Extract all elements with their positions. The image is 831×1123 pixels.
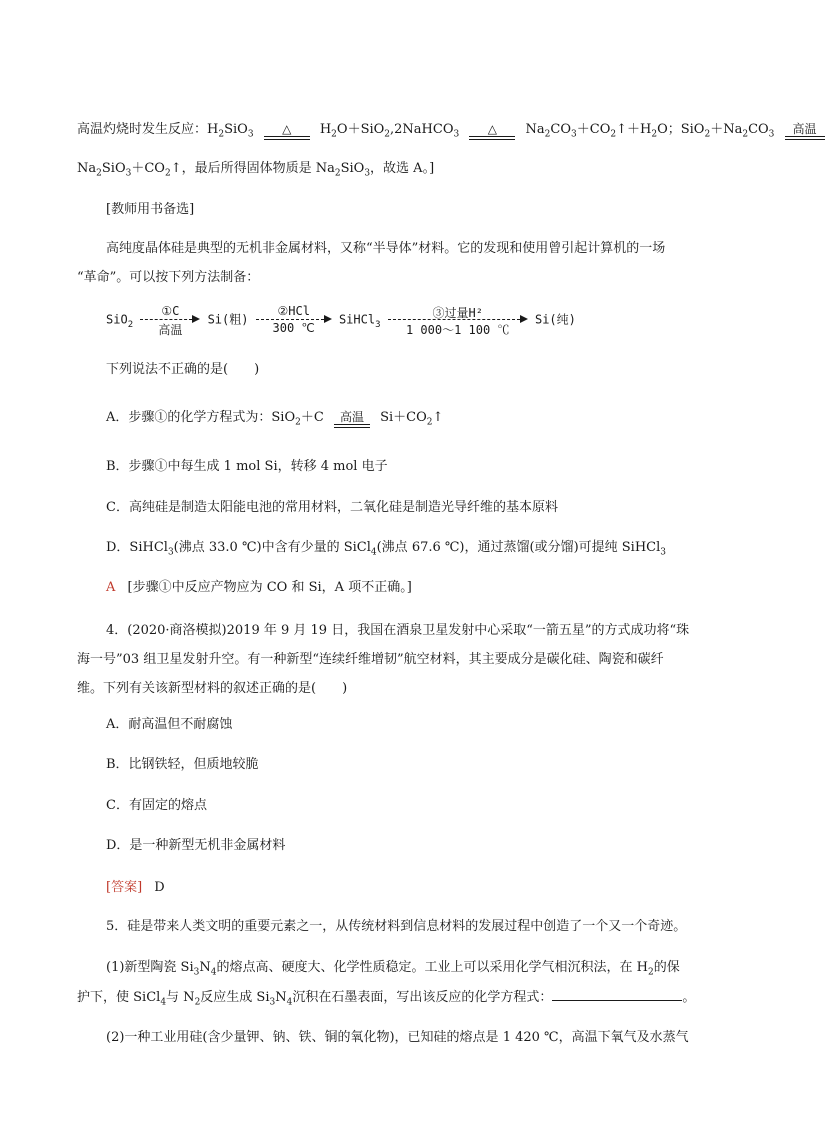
option-d: D．SiHCl$_3$(沸点 33.0 ℃)中含有少量的 SiCl$_4$(沸点 67.6 ℃)，通过蒸馏(或分馏)可提纯 SiHCl$_3$ [106,540,667,558]
q4-line-3: 维。下列有关该新型材料的叙述正确的是( ) [77,681,348,696]
q4-line-2: 海一号”03 组卫星发射升空。有一种新型“连续纤维增韧”航空材料，其主要成分是碳化硅、陶瓷和碳纤 [77,652,664,667]
option-b: B．步骤①中每生成 1 mol Si，转移 4 mol 电子 [106,459,388,474]
step1-arrow: ①C 高温 [140,304,200,336]
step2-arrow: ②HCl 300 ℃ [256,304,332,336]
intro-line-2: “革命”。可以按下列方法制备： [77,270,260,285]
high-temp-condition: 高温 [334,410,370,428]
answer-letter: A [106,580,116,595]
teacher-tag: [教师用书备选] [106,202,195,217]
answer-blank[interactable] [552,988,682,1001]
q5-part1-line2: 护下，使 SiCl$_4$与 $N_2$反应生成 $Si_3N_4$沉积在石墨表面，写出该反应的化学方程式： 。 [77,990,696,1008]
step3-arrow: ③过量H² 1 000～1 100 ℃ [388,304,528,336]
reaction-line-1: 高温灼烧时发生反应：$H_2SiO_3$ △ $H_2O+SiO_2,2NaHCO_3$ △ $Na_2CO_3+CO_2↑+H_2O$；$SiO_2+Na_2CO_3$ 高温 [77,118,831,140]
q4-option-a: A．耐高温但不耐腐蚀 [106,717,233,732]
intro-line-1: 高纯度晶体硅是典型的无机非金属材料，又称“半导体”材料。它的发现和使用曾引起计算机的一场 [106,241,666,256]
high-temp-condition: 高温 [785,122,825,140]
q4-line-1: 4．(2020·商洛模拟)2019 年 9 月 19 日，我国在酒泉卫星发射中心采取“一箭五星”的方式成功将“珠 [106,623,690,638]
q4-option-b: B．比钢铁轻，但质地较脆 [106,757,259,772]
question-stem: 下列说法不正确的是( ) [106,362,260,377]
heat-condition: △ [469,122,515,140]
preparation-scheme: SiO$_2$ ①C 高温 Si(粗) ②HCl 300 ℃ SiHCl$_3$ ③过量H² 1 000～1 100 ℃ Si(纯) [106,304,576,337]
reaction-line-2: $Na_2SiO_3+CO_2↑$，最后所得固体物质是 $Na_2SiO_3$，故选 A。] [77,161,435,179]
q5-part1-line1: (1)新型陶瓷 $Si_3N_4$的熔点高、硬度大、化学性质稳定。工业上可以采用化学气相沉积法，在 $H_2$的保 [106,960,680,978]
answer-4: [答案] D [106,880,165,895]
option-c: C．高纯硅是制造太阳能电池的常用材料，二氧化硅是制造光导纤维的基本原料 [106,500,558,515]
text-run: 高温灼烧时发生反应：H [77,122,219,137]
q5-line-1: 5．硅是带来人类文明的重要元素之一，从传统材料到信息材料的发展过程中创造了一个又一个奇迹。 [106,919,687,934]
answer-tag: [答案] [106,880,143,895]
option-a: A．步骤①的化学方程式为：SiO$_2$＋C 高温 $Si+CO_2↑$ [106,410,444,428]
heat-condition: △ [264,122,310,140]
q5-part2-line1: (2)一种工业用硅(含少量钾、钠、铁、铜的氧化物)，已知硅的熔点是 1 420 ℃，高温下氧气及水蒸气 [106,1030,689,1045]
q4-option-c: C．有固定的熔点 [106,798,207,813]
q4-option-d: D．是一种新型无机非金属材料 [106,838,286,853]
answer-explanation: A [步骤①中反应产物应为 CO 和 Si，A 项不正确。] [106,580,412,595]
